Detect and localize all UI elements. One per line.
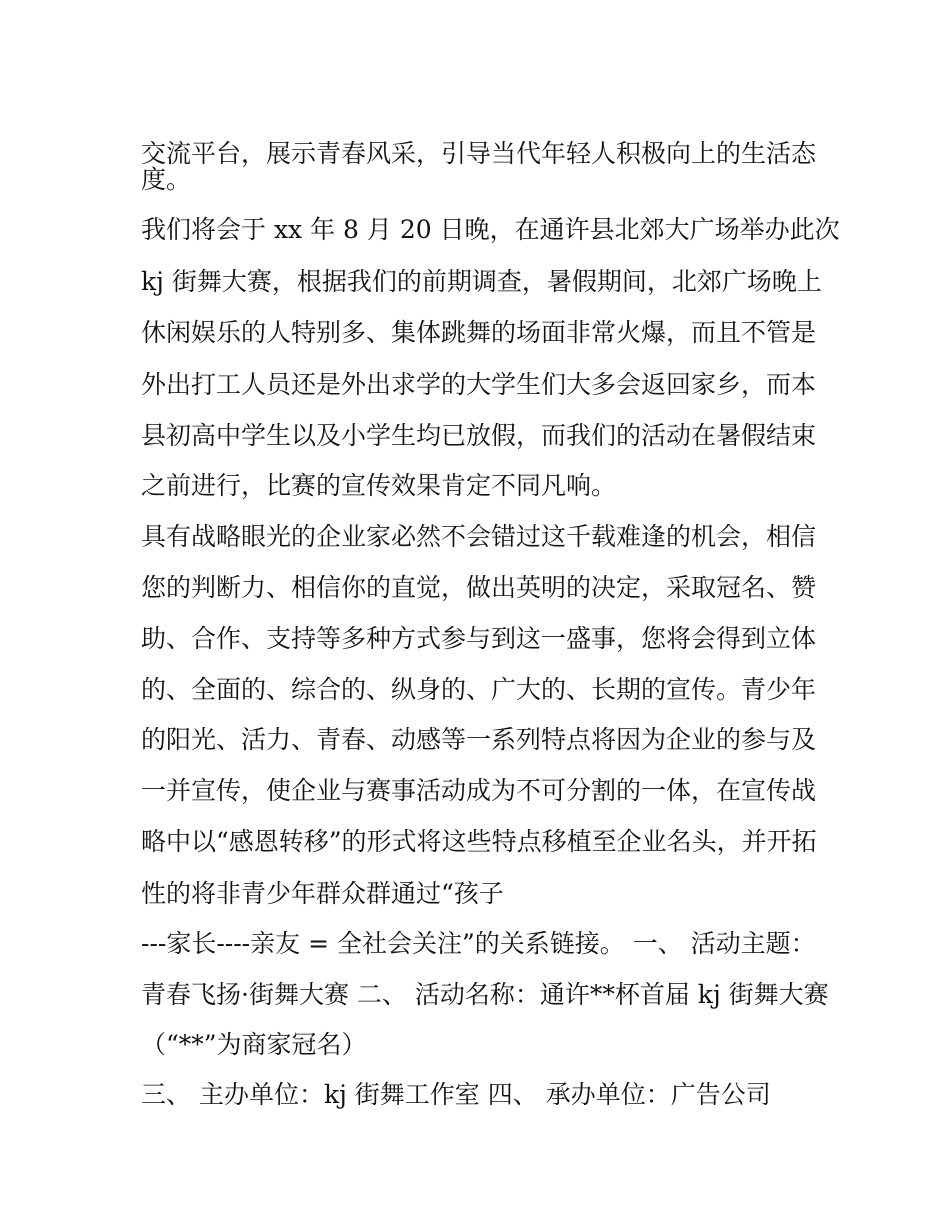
text-line: 您的判断力、相信你的直觉，做出英明的决定，采取冠名、赞 (141, 573, 817, 602)
text-line: 略中以“感恩转移”的形式将这些特点移植至企业名头，并开拓 (141, 827, 817, 856)
text-line: 县初高中学生以及小学生均已放假，而我们的活动在暑假结束 (141, 421, 817, 450)
text-line: 外出打工人员还是外出求学的大学生们大多会返回家乡，而本 (141, 370, 817, 399)
text-line: 具有战略眼光的企业家必然不会错过这千载难逢的机会，相信 (141, 522, 817, 551)
text-line: 的、全面的、综合的、纵身的、广大的、长期的宣传。青少年 (141, 675, 817, 704)
text-line: 三、 主办单位：kj 街舞工作室 四、 承办单位：广告公司 (141, 1080, 771, 1109)
text-line: 助、合作、支持等多种方式参与到这一盛事，您将会得到立体 (141, 624, 817, 653)
text-line: （“**”为商家冠名） (141, 1030, 367, 1059)
text-line: 休闲娱乐的人特别多、集体跳舞的场面非常火爆，而且不管是 (141, 318, 817, 347)
text-line: 青春飞扬·街舞大赛 二、 活动名称：通许**杯首届 kj 街舞大赛 (141, 980, 829, 1009)
text-line: 交流平台，展示青春风采，引导当代年轻人积极向上的生活态 (141, 139, 817, 168)
text-line: 度。 (141, 165, 192, 194)
text-line: 性的将非青少年群众群通过“孩子 (141, 879, 504, 908)
text-line: ---家长----亲友 = 全社会关注”的关系链接。 一、 活动主题： (141, 929, 816, 958)
text-line: 我们将会于 xx 年 8 月 20 日晚，在通许县北郊大广场举办此次 (141, 215, 840, 244)
text-line: 之前进行，比赛的宣传效果肯定不同凡响。 (141, 471, 617, 500)
text-line: 的阳光、活力、青春、动感等一系列特点将因为企业的参与及 (141, 725, 817, 754)
text-line: 一并宣传，使企业与赛事活动成为不可分割的一体，在宣传战 (141, 776, 817, 805)
text-line: kj 街舞大赛，根据我们的前期调查，暑假期间，北郊广场晚上 (141, 267, 822, 296)
